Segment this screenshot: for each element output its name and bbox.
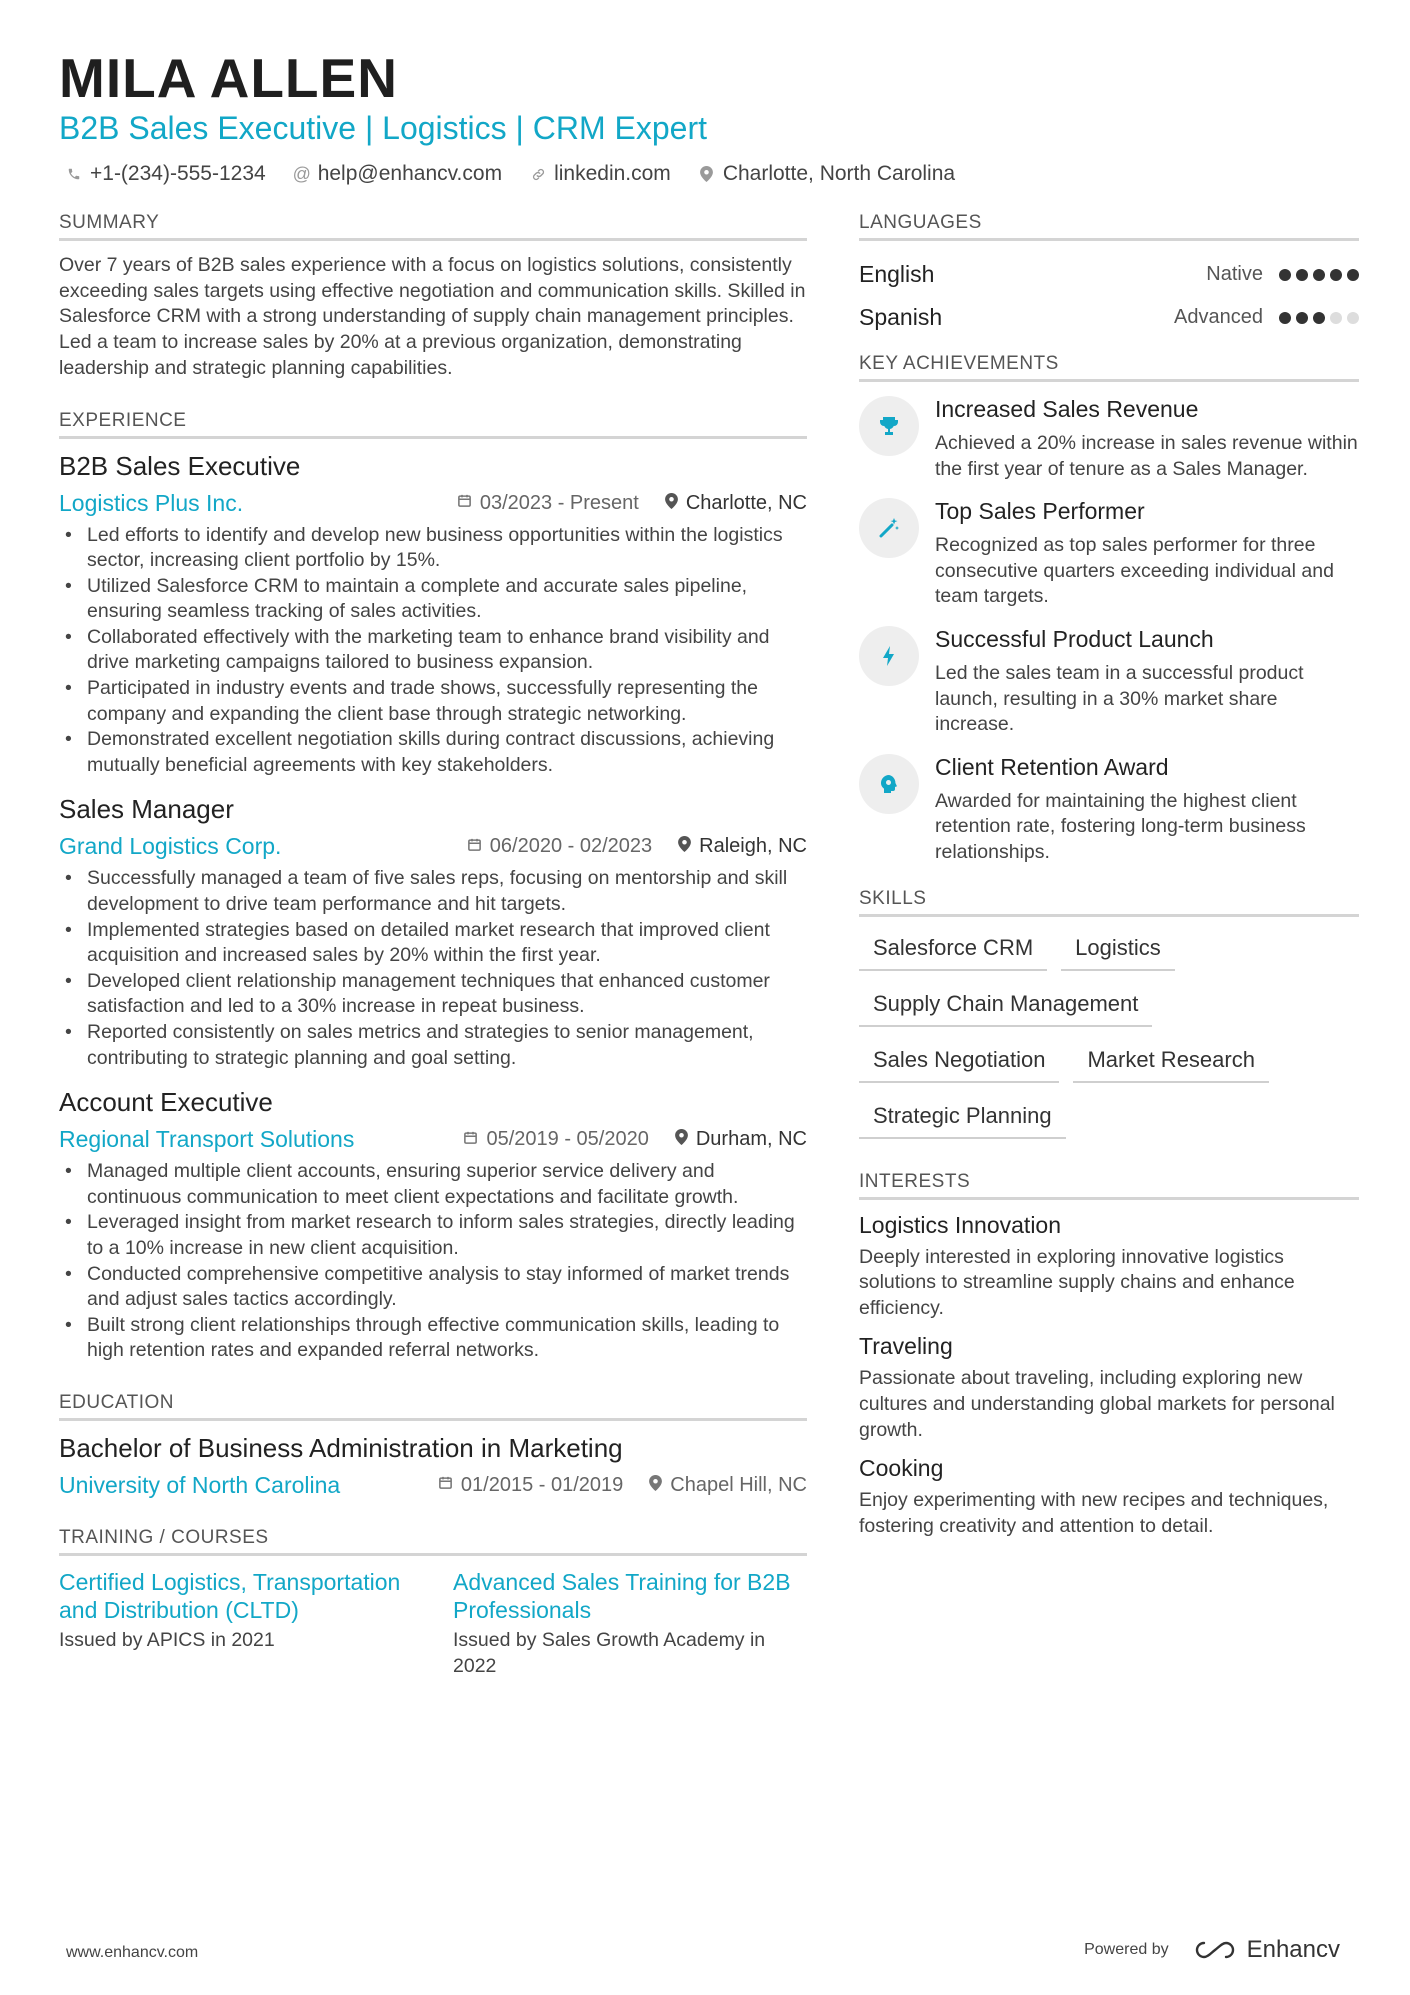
section-title: KEY ACHIEVEMENTS xyxy=(859,353,1359,382)
rating-dot-filled xyxy=(1313,269,1325,281)
job-location-text: Charlotte, NC xyxy=(685,491,807,514)
rating-dot-filled xyxy=(1279,312,1291,324)
skill-tag: Sales Negotiation xyxy=(859,1041,1059,1083)
calendar-icon xyxy=(467,837,482,857)
interest-desc: Enjoy experimenting with new recipes and techniques, fostering creativity and attention to detail. xyxy=(859,1489,1329,1537)
achievements-section xyxy=(859,353,1359,866)
achievement-desc: Awarded for maintaining the highest client retention rate, fostering long-term business relationships. xyxy=(935,789,1306,863)
summary-section xyxy=(59,212,807,382)
location-pin-icon xyxy=(678,836,691,857)
job-dates-text: 03/2023 - Present xyxy=(479,491,639,514)
calendar-icon xyxy=(457,493,472,513)
lightning-icon xyxy=(859,626,919,686)
job-location-text: Raleigh, NC xyxy=(699,835,807,858)
language-rating xyxy=(1279,269,1359,281)
contact-location xyxy=(699,162,955,186)
rating-dot-filled xyxy=(1313,312,1325,324)
rating-dot-filled xyxy=(1296,269,1308,281)
skill-tag: Market Research xyxy=(1073,1041,1269,1083)
rating-dot-filled xyxy=(1330,269,1342,281)
language-rating xyxy=(1279,312,1359,324)
interest-item xyxy=(859,1333,1359,1443)
brand-logo[interactable] xyxy=(1193,1936,1340,1964)
job-title: Sales Manager xyxy=(59,794,234,825)
job-title: B2B Sales Executive xyxy=(59,450,301,481)
achievement-title: Increased Sales Revenue xyxy=(935,396,1199,422)
at-icon: @ xyxy=(292,163,311,184)
job-bullet: • Developed client relationship management techniques that enhanced customer satisfaction and led to a 30% increase in repeat business. xyxy=(59,969,807,1020)
job-dates-text: 06/2020 - 02/2023 xyxy=(489,835,653,858)
phone-icon xyxy=(66,167,82,181)
job-bullet: • Managed multiple client accounts, ensuring superior service delivery and continuous communication to meet client expectations and facilitate growth. xyxy=(59,1159,807,1210)
school-name[interactable]: University of North Carolina xyxy=(59,1471,341,1498)
contact-linkedin[interactable] xyxy=(530,162,671,186)
job-meta xyxy=(59,490,807,517)
course-issuer: Issued by Sales Growth Academy in 2022 xyxy=(453,1628,766,1677)
location-pin-icon xyxy=(675,1129,688,1150)
magic-wand-icon xyxy=(859,498,919,558)
footer-branding xyxy=(1084,1936,1340,1964)
interest-title: Logistics Innovation xyxy=(859,1211,1062,1238)
section-title: EXPERIENCE xyxy=(59,410,807,439)
job-bullet: • Demonstrated excellent negotiation skills during contract discussions, achieving mutually beneficial agreements with key stakeholders. xyxy=(59,727,807,778)
achievement-desc: Led the sales team in a successful product launch, resulting in a 30% market share increase. xyxy=(935,661,1304,736)
language-name: English xyxy=(859,261,935,287)
job-meta xyxy=(59,1126,807,1153)
education-dates-text: 01/2015 - 01/2019 xyxy=(460,1473,624,1496)
education-location xyxy=(649,1474,807,1497)
interests-section xyxy=(859,1171,1359,1540)
interest-desc: Passionate about traveling, including exploring new cultures and understanding global markets for personal growth. xyxy=(859,1367,1335,1441)
achievement-item xyxy=(859,752,1359,866)
education-section xyxy=(59,1392,807,1499)
achievement-title: Successful Product Launch xyxy=(935,625,1214,652)
section-title: SKILLS xyxy=(859,888,1359,917)
job-entry xyxy=(59,451,807,779)
company-name[interactable]: Logistics Plus Inc. xyxy=(59,489,244,516)
job-dates xyxy=(463,1128,648,1151)
rating-dot-empty xyxy=(1347,312,1359,324)
location-pin-icon xyxy=(665,493,678,514)
job-bullet: • Collaborated effectively with the marketing team to enhance brand visibility and drive marketing campaigns tailored to business expansion. xyxy=(59,625,807,676)
interest-title: Traveling xyxy=(859,1333,953,1360)
skill-list xyxy=(859,929,1359,1139)
skill-tag: Supply Chain Management xyxy=(859,985,1152,1027)
achievement-item xyxy=(859,394,1359,482)
job-entry xyxy=(59,1087,807,1364)
candidate-name: MILA ALLEN xyxy=(59,47,398,109)
powered-by-text: Powered by xyxy=(1084,1941,1169,1958)
interest-desc: Deeply interested in exploring innovative logistics solutions to streamline supply chains and enhance efficiency. xyxy=(859,1245,1295,1319)
course-list xyxy=(59,1568,807,1679)
interest-item xyxy=(859,1455,1359,1539)
languages-section xyxy=(859,212,1359,339)
rating-dot-filled xyxy=(1347,269,1359,281)
job-location xyxy=(665,492,807,515)
skills-section xyxy=(859,888,1359,1139)
skill-tag: Salesforce CRM xyxy=(859,929,1047,971)
training-section xyxy=(59,1527,807,1679)
location-pin-icon xyxy=(699,166,715,182)
calendar-icon xyxy=(438,1475,453,1495)
contact-email[interactable] xyxy=(294,162,502,186)
contact-location-text: Charlotte, North Carolina xyxy=(722,162,956,185)
course-item xyxy=(59,1568,413,1679)
job-location-text: Durham, NC xyxy=(695,1128,807,1151)
job-bullet: • Reported consistently on sales metrics and strategies to senior management, contributing to strategic planning and goal setting. xyxy=(59,1020,807,1071)
rating-dot-empty xyxy=(1330,312,1342,324)
section-title: TRAINING / COURSES xyxy=(59,1527,807,1556)
language-name: Spanish xyxy=(859,304,943,330)
section-title: SUMMARY xyxy=(59,212,807,241)
job-title: Account Executive xyxy=(59,1087,273,1118)
course-title[interactable]: Advanced Sales Training for B2B Professionals xyxy=(453,1568,791,1623)
candidate-tagline: B2B Sales Executive | Logistics | CRM Expert xyxy=(59,110,707,146)
job-bullet: • Built strong client relationships through effective communication skills, leading to high retention rates and expanded referral networks. xyxy=(59,1313,807,1364)
job-bullet: • Participated in industry events and trade shows, successfully representing the company and expanding the client base through strategic networking. xyxy=(59,676,807,727)
brand-name: Enhancv xyxy=(1246,1936,1340,1963)
education-location-text: Chapel Hill, NC xyxy=(670,1473,807,1496)
section-title: INTERESTS xyxy=(859,1171,1359,1200)
job-bullets xyxy=(59,1159,807,1364)
trophy-icon xyxy=(859,396,919,456)
course-title[interactable]: Certified Logistics, Transportation and Distribution (CLTD) xyxy=(59,1568,401,1623)
company-name[interactable]: Regional Transport Solutions xyxy=(59,1126,355,1153)
job-dates xyxy=(467,835,652,858)
enhancv-logo-icon xyxy=(1193,1939,1237,1961)
achievement-desc: Achieved a 20% increase in sales revenue within the first year of tenure as a Sales Manager. xyxy=(935,432,1358,480)
education-dates xyxy=(438,1474,623,1497)
achievement-title: Top Sales Performer xyxy=(935,498,1145,525)
job-bullet: • Conducted comprehensive competitive analysis to stay informed of market trends and adjust sales tactics accordingly. xyxy=(59,1262,807,1313)
language-item xyxy=(859,253,1359,296)
job-bullet: • Implemented strategies based on detailed market research that improved client acquisition and increased sales by 20% within the first year. xyxy=(59,918,807,969)
contact-phone-text: +1-(234)-555-1234 xyxy=(90,162,266,185)
location-pin-icon xyxy=(649,1475,662,1496)
language-level: Native xyxy=(1206,263,1263,285)
job-location xyxy=(678,835,807,858)
achievement-title: Client Retention Award xyxy=(935,753,1169,780)
skill-tag: Logistics xyxy=(1061,929,1175,971)
language-level: Advanced xyxy=(1174,306,1263,328)
course-issuer: Issued by APICS in 2021 xyxy=(59,1628,275,1651)
job-bullet: • Utilized Salesforce CRM to maintain a complete and accurate sales pipeline, ensuring seamless tracking of sales activities. xyxy=(59,574,807,625)
experience-section xyxy=(59,410,807,1364)
achievement-item xyxy=(859,496,1359,610)
contact-phone[interactable] xyxy=(66,162,266,186)
job-dates xyxy=(457,492,639,515)
job-bullet: • Leveraged insight from market research to inform sales strategies, directly leading to a 10% increase in new client acquisition. xyxy=(59,1210,807,1261)
summary-text: Over 7 years of B2B sales experience with a focus on logistics solutions, consistently exceeding sales targets using effective negotiation and communication skills. Skilled in Salesforce CRM with a strong understanding of supply chain management principles. Led a team to increase sales by 20% at a previous organization, demonstrating leadership and strategic planning capabilities. xyxy=(59,254,806,379)
achievement-item xyxy=(859,624,1359,738)
contact-email-text: help@enhancv.com xyxy=(317,162,503,185)
footer-website[interactable]: www.enhancv.com xyxy=(66,1944,199,1961)
company-name[interactable]: Grand Logistics Corp. xyxy=(59,833,282,860)
rating-dot-filled xyxy=(1296,312,1308,324)
calendar-icon xyxy=(463,1130,478,1150)
right-column xyxy=(859,212,1359,1551)
section-title: EDUCATION xyxy=(59,1392,807,1421)
interest-title: Cooking xyxy=(859,1455,944,1482)
language-item xyxy=(859,296,1359,339)
job-bullets xyxy=(59,866,807,1071)
course-item xyxy=(453,1568,807,1679)
section-title: LANGUAGES xyxy=(859,212,1359,241)
head-idea-icon xyxy=(859,754,919,814)
link-icon xyxy=(530,167,546,182)
job-location xyxy=(675,1128,807,1151)
job-bullets xyxy=(59,523,807,779)
job-bullet: • Successfully managed a team of five sales reps, focusing on mentorship and skill development to drive team performance and hit targets. xyxy=(59,866,807,917)
job-meta xyxy=(59,833,807,860)
education-meta xyxy=(59,1472,807,1499)
achievement-desc: Recognized as top sales performer for three consecutive quarters exceeding individual and team targets. xyxy=(935,534,1334,608)
contact-bar xyxy=(66,162,955,186)
contact-linkedin-text: linkedin.com xyxy=(554,162,671,185)
job-bullet: • Led efforts to identify and develop new business opportunities within the logistics sector, increasing client portfolio by 15%. xyxy=(59,523,807,574)
job-dates-text: 05/2019 - 05/2020 xyxy=(486,1128,649,1151)
interest-item xyxy=(859,1212,1359,1322)
degree-title: Bachelor of Business Administration in Marketing xyxy=(59,1432,623,1463)
left-column xyxy=(59,212,807,1679)
job-entry xyxy=(59,794,807,1071)
rating-dot-filled xyxy=(1279,269,1291,281)
skill-tag: Strategic Planning xyxy=(859,1097,1066,1139)
